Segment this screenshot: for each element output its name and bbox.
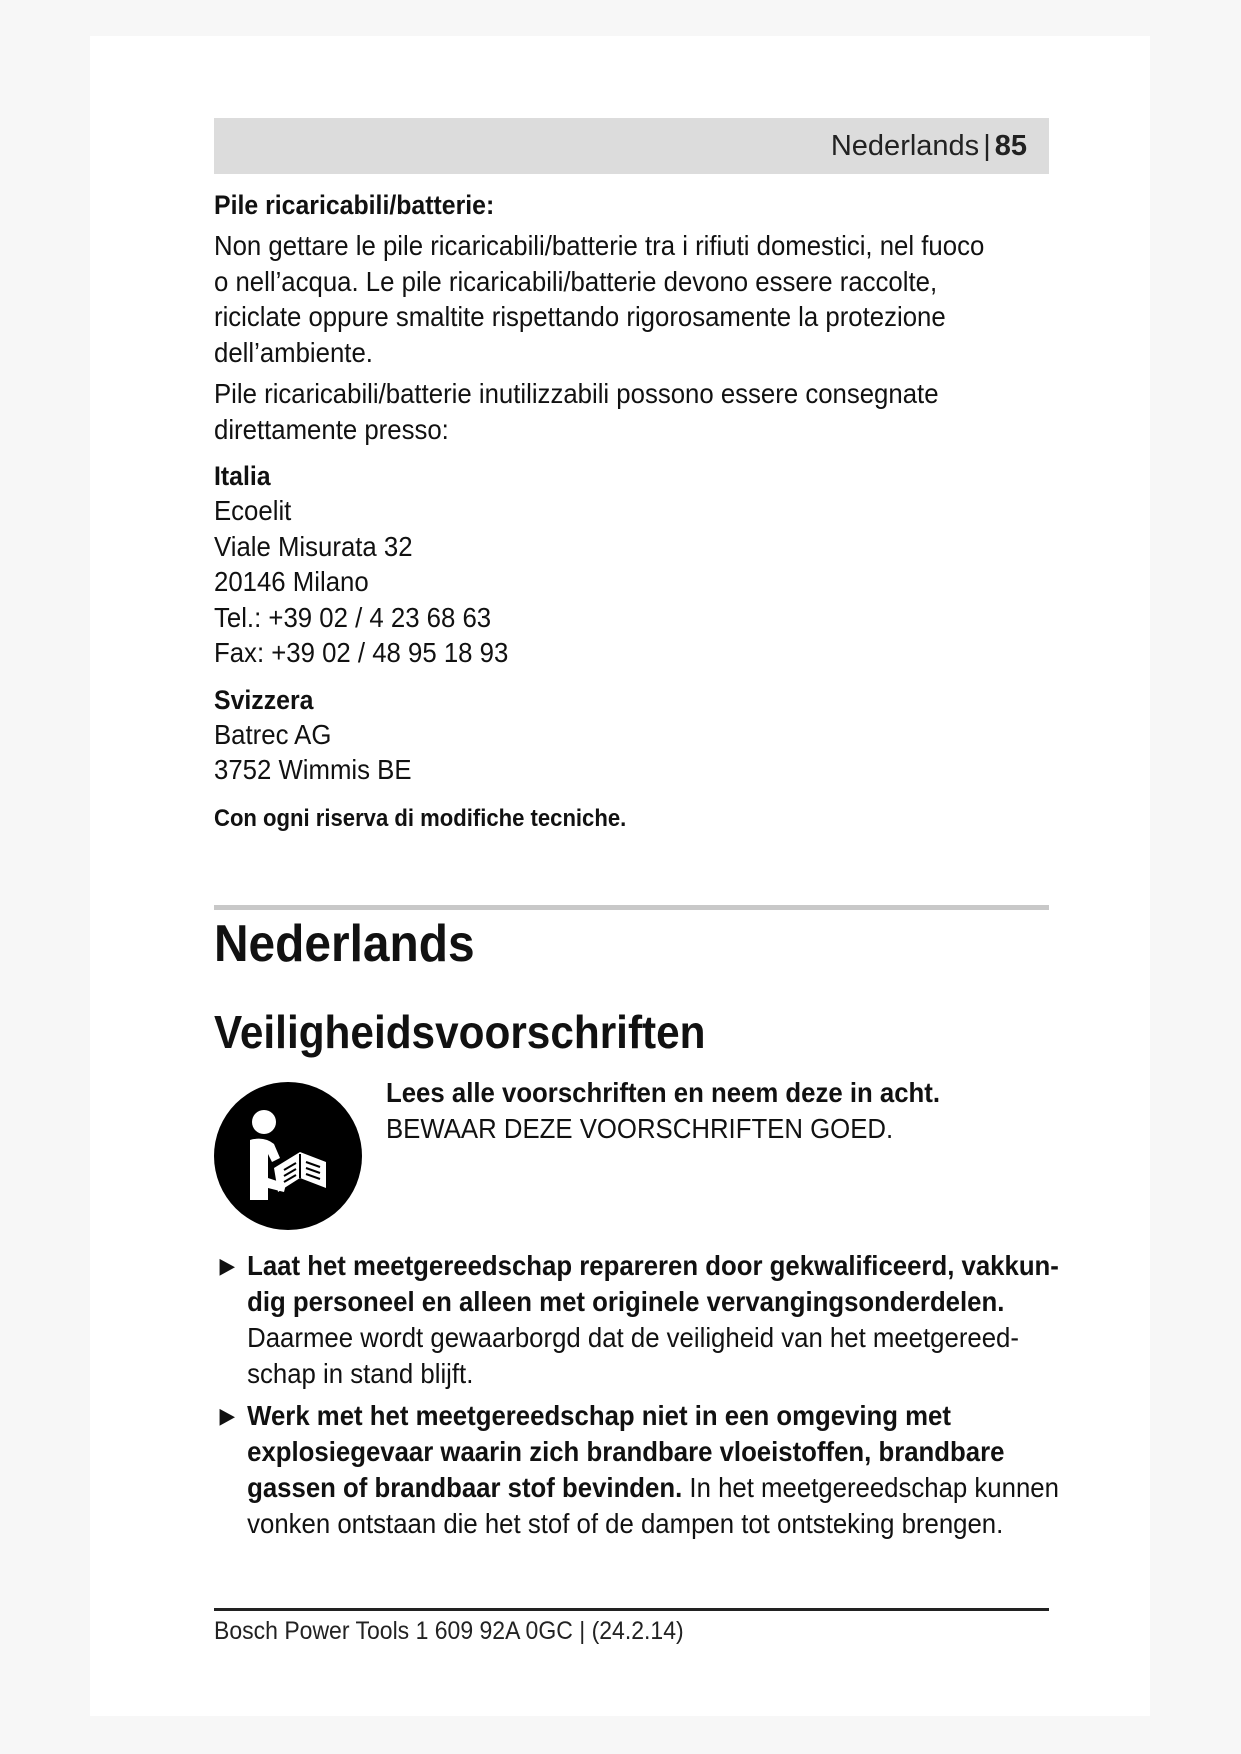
- triangle-bullet-icon: ▶: [219, 1253, 236, 1278]
- safety-bullet: [214, 1398, 1060, 1542]
- read-manual-icon: [214, 1082, 362, 1230]
- bullet-text: [247, 1398, 1060, 1542]
- phone-line: Tel.: +39 02 / 4 23 68 63: [214, 601, 492, 633]
- bullet-bold: Werk met het meetgereedschap niet in een omgeving met explosiegevaar waarin zich brandbare vloeistoffen, brandbare gassen of brandbaar stof bevinden.: [247, 1400, 1005, 1503]
- address-line: Viale Misurata 32: [214, 530, 413, 562]
- address-line: 20146 Milano: [214, 566, 369, 597]
- page-number: 85: [994, 130, 1027, 162]
- header-separator: |: [983, 130, 991, 162]
- section-divider: [214, 905, 1049, 910]
- country-italia: Italia: [214, 461, 271, 491]
- section-title: Nederlands: [214, 915, 475, 973]
- header-text: [831, 131, 1027, 161]
- batteries-paragraph-2: Pile ricaricabili/batterie inutilizzabili possono essere consegnate direttamente presso:: [214, 378, 939, 445]
- italian-section: [214, 188, 987, 834]
- footer-text: Bosch Power Tools 1 609 92A 0GC | (24.2.14): [214, 1617, 684, 1645]
- technical-changes-note: Con ogni riserva di modifiche tecniche.: [214, 804, 627, 832]
- address-line: Batrec AG: [214, 718, 332, 750]
- triangle-bullet-icon: ▶: [219, 1403, 236, 1428]
- svizzera-address: [214, 717, 987, 788]
- bullet-detail: Daarmee wordt gewaarborgd dat de veiligheid van het meetgereedschap in stand blijft.: [247, 1322, 1019, 1389]
- section-subtitle: Veiligheidsvoorschriften: [214, 1006, 706, 1058]
- intro-statement: [386, 1075, 1039, 1147]
- header-language: Nederlands: [830, 130, 980, 162]
- bullet-text: [247, 1248, 1060, 1392]
- batteries-paragraph-1: Non gettare le pile ricaricabili/batterie tra i rifiuti domestici, nel fuoco o nell’acqua. Le pile ricaricabili/batterie devono essere raccolte, riciclate oppure smaltite rispettando rigorosamente la protezione dell’ambiente.: [214, 230, 985, 368]
- italia-address: [214, 493, 987, 671]
- address-line: 3752 Wimmis BE: [214, 754, 412, 785]
- footer-rule: [214, 1608, 1049, 1611]
- country-svizzera: Svizzera: [214, 684, 314, 715]
- fax-line: Fax: +39 02 / 48 95 18 93: [214, 637, 509, 668]
- safety-bullet: [214, 1248, 1060, 1392]
- bullet-bold: Laat het meetgereedschap repareren door gekwalificeerd, vakkundig personeel en alleen met originele vervangingsonderdelen.: [247, 1250, 1059, 1317]
- intro-bold: Lees alle voorschriften en neem deze in acht.: [386, 1077, 941, 1108]
- page-header: [214, 118, 1049, 174]
- address-line: Ecoelit: [214, 495, 292, 526]
- bullet-detail: In het meetgereedschap kunnen vonken ontstaan die het stof of de dampen tot ontsteking brengen.: [247, 1472, 1059, 1539]
- batteries-heading: Pile ricaricabili/batterie:: [214, 190, 495, 220]
- intro-rest: BEWAAR DEZE VOORSCHRIFTEN GOED.: [386, 1113, 894, 1144]
